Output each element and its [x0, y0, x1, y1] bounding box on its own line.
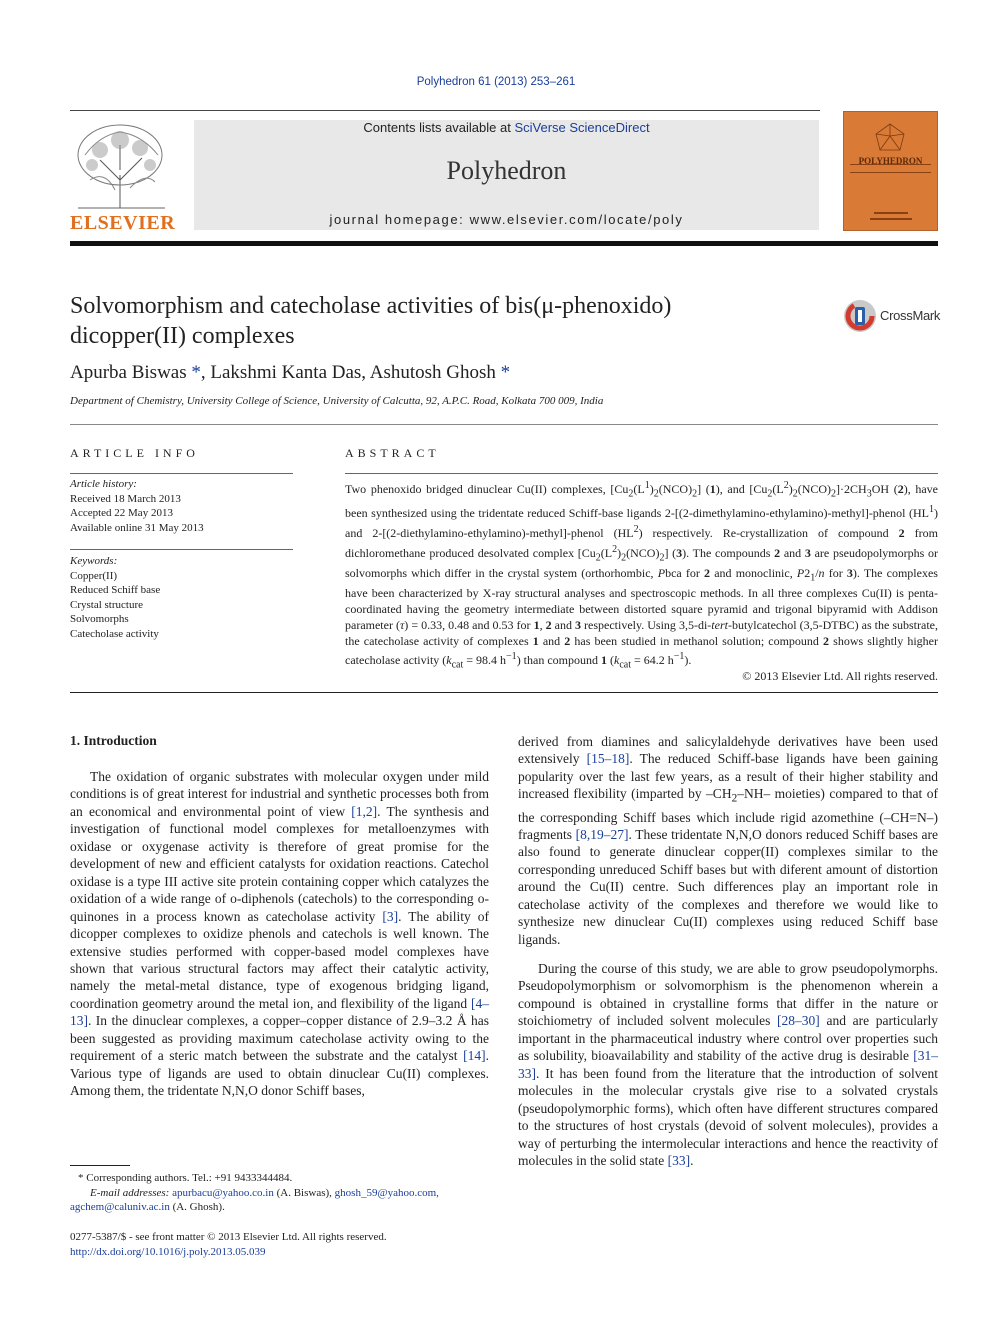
- journal-citation[interactable]: Polyhedron 61 (2013) 253–261: [416, 76, 576, 88]
- intro-paragraph: The oxidation of organic substrates with molecular oxygen under mild conditions is of great interest for industrial and synthetic processes both from an economical and environmental point of view [1,2]. The synthesis and investigation of functional model complexes for metalloenzymes with oxidase or oxygenase activity is therefore of great promise for the development of new and efficient catalysts for oxidation reactions. Catechol oxidase is a type III active site protein containing copper which catalyzes the oxidation of a wide range of o-diphenols (catechols) to the corresponding o-quinones in a process known as catecholase activity [3]. The ability of dicopper complexes to oxidize phenols and catechols is well known. The extensive studies performed with copper-based model complexes have shown that various structural factors may affect their catalytic activity, namely the metal-metal distance, type of exogenous bridging ligand, coordination geometry around the metal ion, and flexibility of the ligand [4–13]. In the dinuclear complexes, a copper–copper distance of 2.9–3.2 Å has been suggested as providing maximum catecholase activity owing to the requirement of a steric match between the substrate and the catalyst [14]. Various type of ligands are used to obtain dinuclear Cu(II) complexes. Among them, the tridentate N,N,O donor Schiff bases,: [70, 769, 489, 1099]
- footnote-rule: [70, 1165, 130, 1166]
- abstract-heading: ABSTRACT: [345, 446, 440, 460]
- crossmark-icon[interactable]: [843, 299, 877, 333]
- keyword: Copper(II): [70, 569, 118, 582]
- author-name[interactable]: Ashutosh Ghosh: [369, 362, 496, 383]
- article-history: Article history: Received 18 March 2013 Accepted 22 May 2013 Available online 31 May 2013: [70, 478, 204, 534]
- intro-paragraph: During the course of this study, we are able to grow pseudopolymorphs. Pseudopolymorphism or solvomorphism is the phenomenon wherein a compound is obtained in crystalline forms that differ in the nature or stoichiometry of included solvent molecules [28–30] and are particularly important in the pharmaceutical industry where control over properties such as solubility, bioavailability and stability of the active drug is desirable [31–33]. It has been found from the literature that the introduction of solvent molecules in the molecular crystals give rise to a solvated crystals (pseudopolymorphic forms), which often have different structures compared to the structures of host crystals (devoid of solvent molecules), provides a way of perturbing the intermolecular interactions and hence the reactivity of molecules in the solid state [33].: [518, 961, 938, 1168]
- email-link[interactable]: apurbacu@yahoo.co.in: [172, 1186, 274, 1199]
- author-list: Apurba Biswas *, Lakshmi Kanta Das, Ashutosh Ghosh *: [70, 362, 511, 383]
- divider: [70, 549, 293, 550]
- author-name[interactable]: Apurba Biswas: [70, 362, 187, 383]
- crossmark-label[interactable]: CrossMark: [880, 308, 941, 323]
- header-rule: [70, 110, 820, 111]
- article-title: Solvomorphism and catecholase activities of bis(μ-phenoxido) dicopper(II) complexes: [70, 293, 672, 349]
- intro-paragraph: derived from diamines and salicylaldehyde derivatives have been used extensively [15–18]. The reduced Schiff-base ligands have been gaining popularity over the last few years, as a result of their higher stability and increased flexibility (imparted by $-CH_2-NH-$ moieties) compared to that of the corresponding Schiff bases which include rigid azomethine (–CH=N–) fragments [8,19–27]. These tridentate N,N,O donors reduced Schiff bases are also found to generate dinuclear copper(II) complexes similar to the corresponding unreduced Schiff bases but with diferent amount of distortion around the Cu(II) centre. Such differences play an important role in catecholase activity of the complexes and therefore we would like to synthesize new dinuclear Cu(II) complexes using reduced Schiff base ligands.: [518, 734, 939, 947]
- section-heading: 1. Introduction: [70, 733, 157, 748]
- journal-name: Polyhedron: [446, 156, 567, 185]
- divider: [70, 473, 293, 474]
- affiliation: Department of Chemistry, University College of Science, University of Calcutta, 92, A.P.C. Road, Kolkata 700 009, India: [70, 395, 604, 407]
- article-info-heading: ARTICLE INFO: [70, 446, 199, 460]
- abstract-text: Two phenoxido bridged dinuclear Cu(II) complexes, $[Cu_2(L^1)_2(NCO)_2]$ (1), and $[Cu_2(L^2)_2(NCO)_2]\cdot 2CH_3OH$ (2), have been synthesized using the tridentate reduced Schiff-base ligands 2-[(2-dimethylamino-ethylamino)-methyl]-phenol $(HL^1)$ and 2-[(2-diethylamino-ethylamino)-methyl]-phenol $(HL^2)$ respectively. Re-crystallization of compound 2 from dichloromethane produced desolvated complex $[Cu_2(L^2)_2(NCO)_2]$ (3). The compounds 2 and 3 are pseudopolymorphs or solvomorphs which differ in the crystal system (orthorhombic, Pbca for 2 and monoclinic, $P2_1/n$ for 3). The complexes have been characterized by X-ray structural analyses and spectroscopic methods. In all three complexes Cu(II) is penta-coordinated having the geometry intermediate between distorted square pyramid and trigonal bipyramid with Addison parameter (τ) = 0.33, 0.48 and 0.53 for 1, 2 and 3 respectively. Using 3,5-di-tert-butylcatechol (3,5-DTBC) as the substrate, the catecholase activity of complexes 1 and 2 has been studied in methanol solution; compound 2 shows slightly higher catecholase activity ($k_{cat} = 98.4$ $h^{-1}$) than compound 1 ($k_{cat} = 64.2$ $h^{-1}$).: [345, 480, 939, 671]
- keyword: Catecholase activity: [70, 627, 159, 640]
- keyword: Reduced Schiff base: [70, 584, 161, 596]
- copyright: © 2013 Elsevier Ltd. All rights reserved.: [742, 669, 938, 683]
- journal-homepage[interactable]: journal homepage: www.elsevier.com/locate/poly: [329, 212, 684, 227]
- divider: [70, 692, 938, 693]
- sciverse-link[interactable]: SciVerse ScienceDirect: [514, 120, 650, 135]
- corresponding-mark[interactable]: *: [495, 362, 511, 383]
- keyword: Crystal structure: [70, 598, 144, 611]
- journal-cover-thumbnail[interactable]: [843, 111, 938, 231]
- footnotes: * Corresponding authors. Tel.: +91 9433344484. E-mail addresses: apurbacu@yahoo.co.in (A. Biswas), ghosh_59@yahoo.com, agchem@caluniv.ac.in (A. Ghosh).: [70, 1172, 439, 1213]
- keyword: Solvomorphs: [70, 613, 129, 625]
- email-link[interactable]: ghosh_59@yahoo.com,: [334, 1186, 439, 1199]
- doi-link[interactable]: http://dx.doi.org/10.1016/j.poly.2013.05.039: [70, 1245, 266, 1258]
- keywords: Keywords: Copper(II) Reduced Schiff base Crystal structure Solvomorphs Catecholase activity: [70, 555, 161, 640]
- author-name[interactable]: Lakshmi Kanta Das: [210, 362, 362, 383]
- corresponding-mark[interactable]: *: [186, 362, 201, 383]
- email-link[interactable]: agchem@caluniv.ac.in: [70, 1201, 170, 1213]
- elsevier-wordmark: ELSEVIER: [70, 212, 176, 234]
- header-thick-rule: [70, 241, 938, 246]
- contents-line: Contents lists available at SciVerse ScienceDirect: [363, 120, 650, 135]
- polyhedron-icon: [844, 112, 937, 230]
- front-matter: 0277-5387/$ - see front matter © 2013 Elsevier Ltd. All rights reserved. http://dx.doi.org/10.1016/j.poly.2013.05.039: [70, 1231, 387, 1258]
- cover-title: POLYHEDRON: [858, 156, 923, 166]
- divider: [70, 424, 938, 425]
- divider: [345, 473, 938, 474]
